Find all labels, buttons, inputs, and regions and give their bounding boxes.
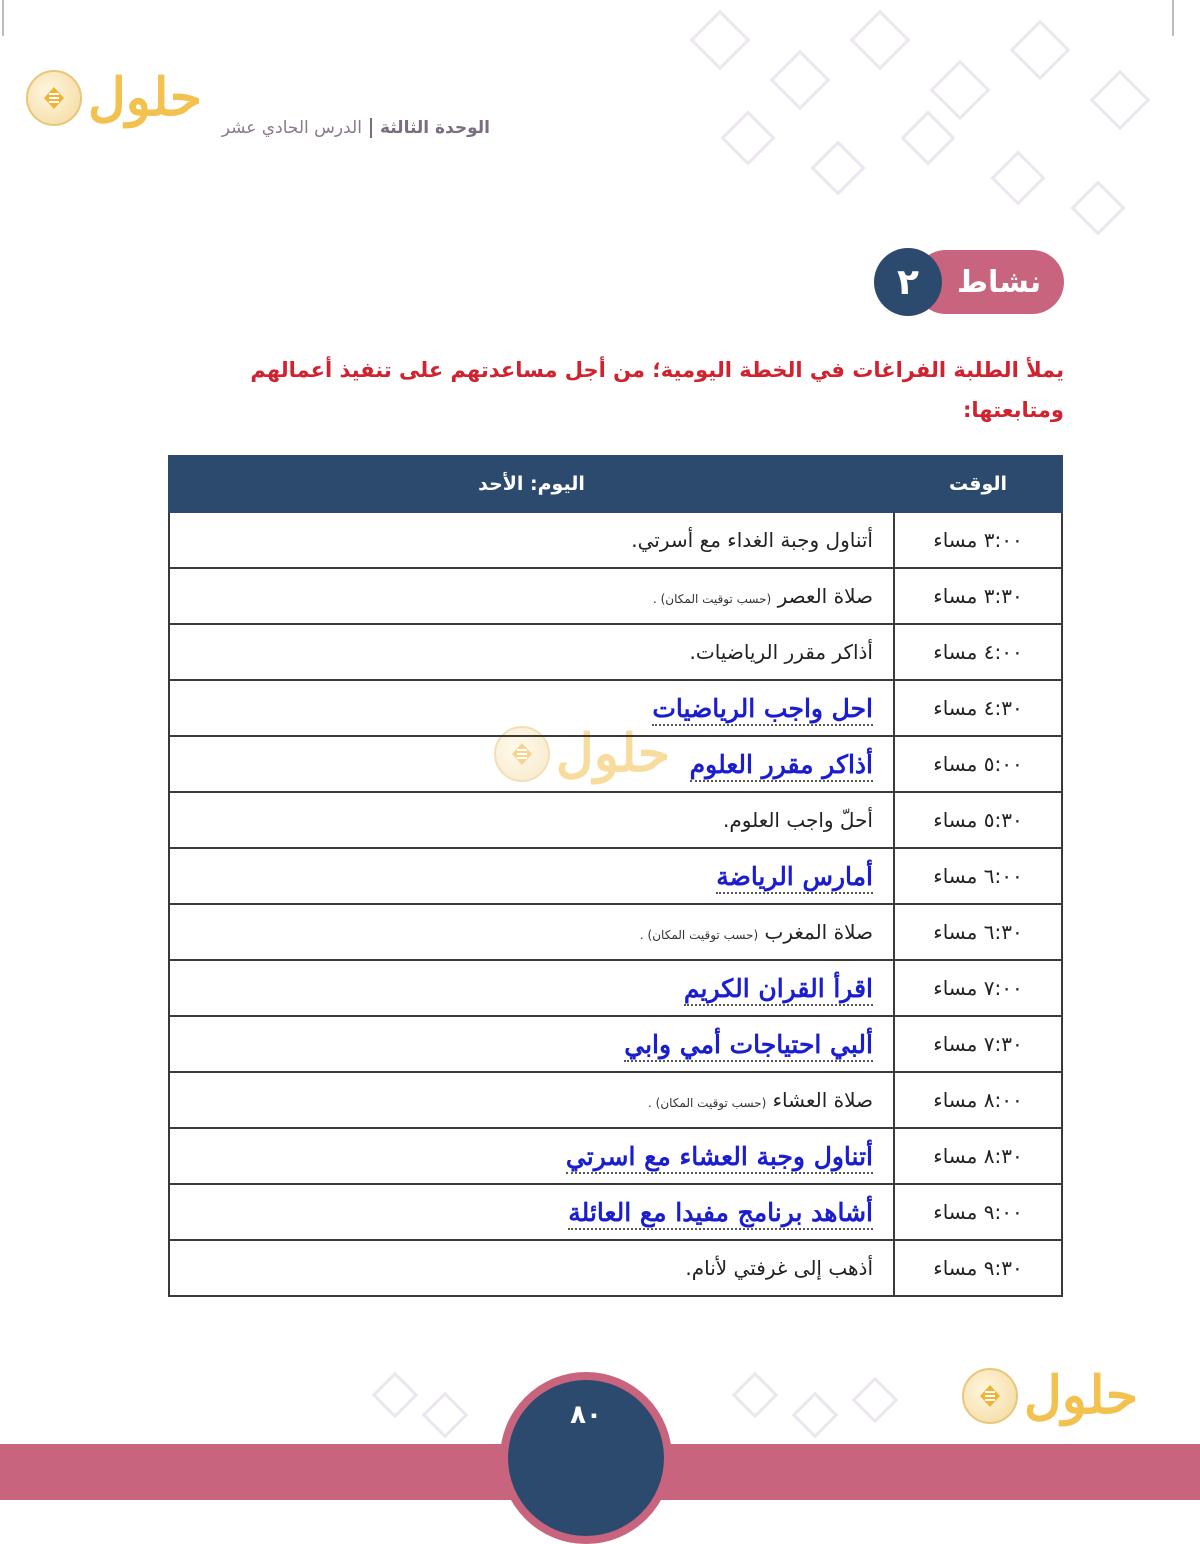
table-body: [169, 512, 1062, 1296]
time-cell: ٥:٠٠ مساء: [894, 736, 1062, 792]
handwritten-answer: أشاهد برنامج مفيدا مع العائلة: [568, 1198, 873, 1230]
daily-plan-table: [168, 455, 1063, 1297]
time-cell: ٧:٣٠ مساء: [894, 1016, 1062, 1072]
header-time: الوقت: [894, 456, 1062, 512]
handwritten-answer: اقرأ القران الكريم: [684, 974, 873, 1006]
activity-note: (حسب توقيت المكان) .: [648, 1096, 767, 1110]
time-cell: ٤:٠٠ مساء: [894, 624, 1062, 680]
filled-activity-cell[interactable]: [169, 680, 894, 736]
activity-label: نشاط: [956, 264, 1042, 300]
page-number: ٨٠: [570, 1400, 602, 1430]
table-row: [169, 848, 1062, 904]
breadcrumb-unit: الوحدة الثالثة: [379, 118, 490, 138]
time-cell: ٧:٠٠ مساء: [894, 960, 1062, 1016]
activity-text: أذاكر مقرر الرياضيات.: [689, 640, 873, 664]
activity-text: صلاة العشاء: [772, 1088, 873, 1112]
book-coin-icon: [962, 1368, 1018, 1424]
table-row: [169, 624, 1062, 680]
time-cell: ٣:٠٠ مساء: [894, 512, 1062, 568]
table-row: [169, 1240, 1062, 1296]
activity-note: (حسب توقيت المكان) .: [652, 592, 772, 606]
filled-activity-cell[interactable]: [169, 1016, 894, 1072]
time-cell: ٦:٠٠ مساء: [894, 848, 1062, 904]
table-row: [169, 512, 1062, 568]
table-row: [169, 568, 1062, 624]
time-cell: ٣:٣٠ مساء: [894, 568, 1062, 624]
time-cell: ٩:٣٠ مساء: [894, 1240, 1062, 1296]
instructions-text: يملأ الطلبة الفراغات في الخطة اليومية؛ من أجل مساعدتهم على تنفيذ أعمالهم ومتابعتها:: [250, 358, 1064, 422]
breadcrumb-lesson: الدرس الحادي عشر: [221, 118, 362, 138]
handwritten-answer: أذاكر مقرر العلوم: [690, 750, 873, 782]
activity-cell: [169, 624, 894, 680]
activity-number: ٢: [874, 248, 942, 316]
table-row: [169, 736, 1062, 792]
book-coin-icon: [26, 70, 82, 126]
activity-cell: [169, 1240, 894, 1296]
activity-cell: [169, 568, 894, 624]
table-row: [169, 1184, 1062, 1240]
activity-badge: [874, 250, 1064, 314]
handwritten-answer: أتناول وجبة العشاء مع اسرتي: [566, 1142, 873, 1174]
table-row: [169, 960, 1062, 1016]
handwritten-answer: احل واجب الرياضيات: [652, 694, 873, 726]
activity-text: أحلّ واجب العلوم.: [723, 808, 873, 832]
table-row: [169, 1128, 1062, 1184]
activity-text: صلاة المغرب: [764, 920, 873, 944]
table-header-row: [169, 456, 1062, 512]
breadcrumb-separator: [370, 118, 372, 138]
time-cell: ٦:٣٠ مساء: [894, 904, 1062, 960]
filled-activity-cell[interactable]: [169, 1184, 894, 1240]
watermark-logo: [962, 1365, 1139, 1426]
time-cell: ٩:٠٠ مساء: [894, 1184, 1062, 1240]
watermark-text: حلول: [556, 723, 671, 784]
watermark-text: حلول: [1024, 1365, 1139, 1426]
activity-note: (حسب توقيت المكان) .: [639, 928, 759, 942]
activity-cell: [169, 1072, 894, 1128]
page-edge-left: [2, 0, 4, 36]
table-row: [169, 1016, 1062, 1072]
table-row: [169, 1072, 1062, 1128]
handwritten-answer: أمارس الرياضة: [716, 862, 873, 894]
filled-activity-cell[interactable]: [169, 736, 894, 792]
filled-activity-cell[interactable]: [169, 848, 894, 904]
activity-cell: [169, 792, 894, 848]
time-cell: ٥:٣٠ مساء: [894, 792, 1062, 848]
activity-cell: [169, 512, 894, 568]
page-number-tab: [500, 1372, 672, 1544]
table-row: [169, 904, 1062, 960]
activity-text: صلاة العصر: [777, 584, 873, 608]
time-cell: ٨:٠٠ مساء: [894, 1072, 1062, 1128]
time-cell: ٤:٣٠ مساء: [894, 680, 1062, 736]
table-row: [169, 680, 1062, 736]
filled-activity-cell[interactable]: [169, 960, 894, 1016]
page-edge-right: [1172, 0, 1174, 36]
activity-text: أذهب إلى غرفتي لأنام.: [685, 1256, 873, 1280]
time-cell: ٨:٣٠ مساء: [894, 1128, 1062, 1184]
handwritten-answer: ألبي احتياجات أمي وابي: [624, 1030, 873, 1062]
activity-text: أتناول وجبة الغداء مع أسرتي.: [631, 528, 873, 552]
breadcrumb: [170, 118, 490, 138]
header-day: اليوم: الأحد: [169, 456, 894, 512]
watermark-text: حلول: [88, 67, 203, 128]
filled-activity-cell[interactable]: [169, 1128, 894, 1184]
activity-cell: [169, 904, 894, 960]
table-row: [169, 792, 1062, 848]
